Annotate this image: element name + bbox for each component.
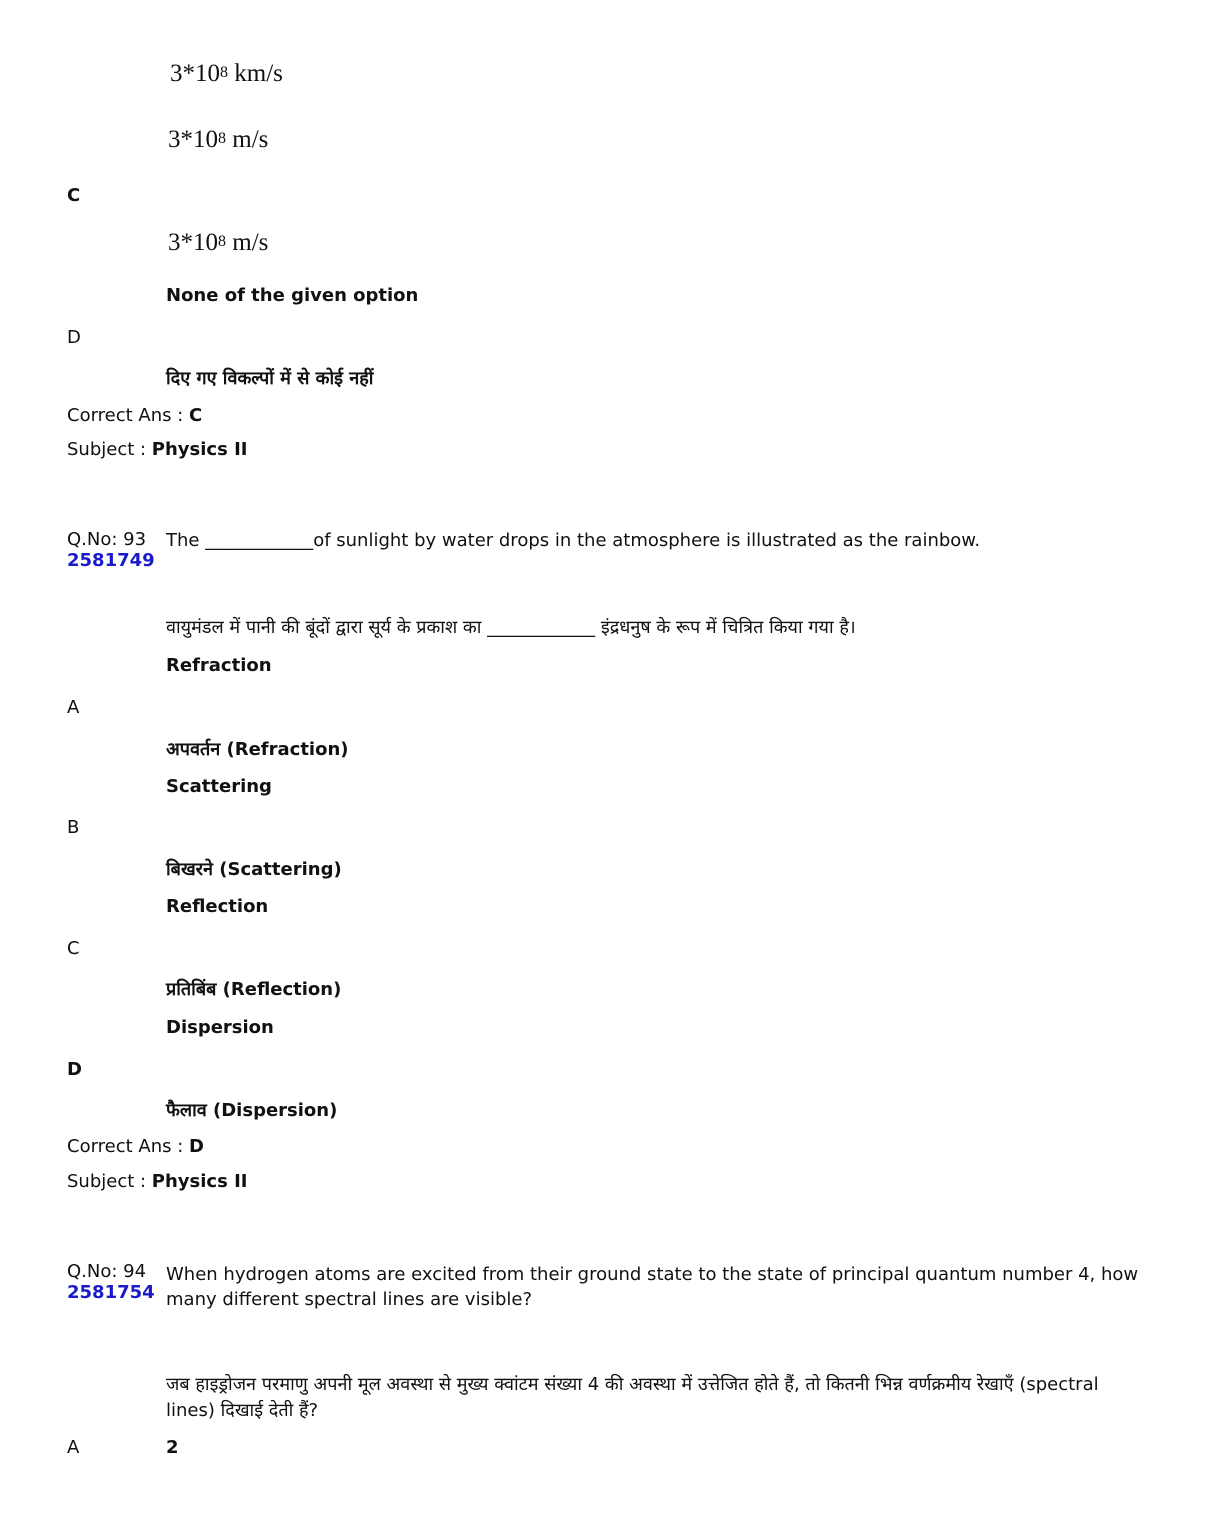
option-d-hindi: फैलाव (Dispersion) xyxy=(166,1100,338,1121)
option-b-english: $3*10^8$ km/s xyxy=(170,60,283,87)
question-number: Q.No: 94 xyxy=(67,1261,147,1282)
question-text-hindi: जब हाइड्रोजन परमाणु अपनी मूल अवस्था से मुख्य क्वांटम संख्या 4 की अवस्था में उत्तेजित होते हैं, तो कितनी भिन्न वर्णक्रमीय रेखाएँ (spectral lines) दिखाई देती हैं? xyxy=(166,1374,1099,1421)
option-b-english: Scattering xyxy=(166,776,272,797)
option-a-english: 2 xyxy=(166,1437,179,1458)
option-b-letter: B xyxy=(67,817,80,838)
question-id: 2581754 xyxy=(67,1282,155,1303)
option-c-hindi: प्रतिबिंब (Reflection) xyxy=(166,979,342,1000)
option-a-letter: A xyxy=(67,1437,80,1458)
option-c-letter: C xyxy=(67,938,80,959)
correct-answer: Correct Ans : D xyxy=(67,1136,204,1157)
option-a-hindi: अपवर्तन (Refraction) xyxy=(166,739,349,760)
option-d-letter: D xyxy=(67,327,81,348)
question-text-english: When hydrogen atoms are excited from their ground state to the state of principal quantum number 4, how many different spectral lines are visible? xyxy=(166,1264,1139,1310)
option-b-hindi: बिखरने (Scattering) xyxy=(166,859,342,880)
correct-answer: Correct Ans : C xyxy=(67,405,203,426)
option-c-letter: C xyxy=(67,185,81,206)
question-text-hindi: वायुमंडल में पानी की बूंदों द्वारा सूर्य के प्रकाश का ____________ इंद्रधनुष के रूप में चित्रित किया गया है। xyxy=(166,617,856,638)
option-d-hindi: दिए गए विकल्पों में से कोई नहीं xyxy=(166,368,374,389)
question-number: Q.No: 93 xyxy=(67,529,147,550)
option-a-letter: A xyxy=(67,697,80,718)
subject: Subject : Physics II xyxy=(67,1171,248,1192)
option-a-english: Refraction xyxy=(166,655,272,676)
question-id: 2581749 xyxy=(67,550,155,571)
option-c-hindi: None of the given option xyxy=(166,285,419,306)
subject: Subject : Physics II xyxy=(67,439,248,460)
question-text-english: The ____________of sunlight by water drops in the atmosphere is illustrated as the rainbow. xyxy=(166,530,981,551)
option-c-english: Reflection xyxy=(166,896,269,917)
option-d-english: Dispersion xyxy=(166,1017,274,1038)
option-b-hindi: $3*10^8$ m/s xyxy=(168,126,269,153)
option-d-letter: D xyxy=(67,1059,82,1080)
option-c-english: $3*10^8$ m/s xyxy=(168,229,269,256)
